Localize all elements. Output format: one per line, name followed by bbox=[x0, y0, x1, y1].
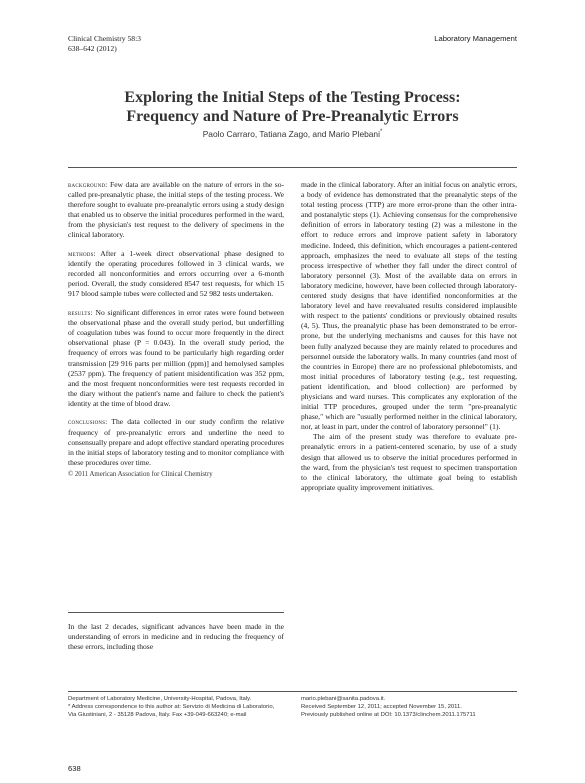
doi-line: Previously published online at DOI: 10.1373/clinchem.2011.175711 bbox=[301, 712, 476, 719]
footnote-right bbox=[301, 695, 517, 720]
abstract-background bbox=[68, 180, 284, 241]
author-mark: * bbox=[379, 129, 383, 136]
abstract-results bbox=[68, 308, 284, 409]
abstract bbox=[68, 180, 284, 480]
methods-text: After a 1-week direct observational phase designed to identify the operating procedures followed in 3 clinical wards, we recorded all nonconformities and errors occurring over a 6-month period. Overall, the study considered 8547 test requests, for which 15 917 blood sample tubes were collected and 52 982 tests undertaken. bbox=[68, 249, 284, 299]
authors: Paolo Carraro, Tatiana Zago, and Mario Plebani bbox=[202, 129, 380, 139]
email: mario.plebani@sanita.padova.it. bbox=[301, 696, 386, 702]
results-label: results: bbox=[68, 309, 93, 318]
article-title bbox=[68, 88, 517, 126]
intro-left bbox=[68, 622, 284, 661]
author-list bbox=[68, 129, 517, 139]
title-rule bbox=[68, 167, 517, 168]
background-label: background: bbox=[68, 181, 108, 189]
methods-label: methods: bbox=[68, 250, 96, 259]
conclusions-text: The data collected in our study confirm the relative frequency of pre-preanalytic errors and underline the need to consensually prepare and adopt effective standard operating procedures in the initial steps of laboratory testing and to monitor compliance with these procedures over time. bbox=[68, 417, 284, 467]
page-number: 638 bbox=[68, 764, 81, 773]
conclusions-label: conclusions: bbox=[68, 418, 108, 427]
intro-left-text: In the last 2 decades, significant advances have been made in the understanding of errors in medicine and in reducing the frequency of these errors, including those bbox=[68, 622, 284, 652]
title-line-1: Exploring the Initial Steps of the Testing Process: bbox=[124, 89, 461, 106]
copyright: © 2011 American Association for Clinical Chemistry bbox=[68, 470, 213, 478]
results-text: No significant differences in error rates were found between the observational phase and the overall study period, but underfilling of coagulation tubes was found to occur more frequently in the direct observational phase (P = 0.043). In the overall study period, the frequency of errors was found to be particularly high regarding order transmission [29 916 parts per million (ppm)] and hemolysed samples (2537 ppm). The frequency of patient misidentification was 352 ppm, and the most frequent nonconformities were test requests recorded in the diary without the patient's name and failure to check the patient's identity at the time of blood draw. bbox=[68, 308, 284, 408]
section-label: Laboratory Management bbox=[434, 34, 517, 43]
received-date: Received September 12, 2011; accepted November 15, 2011. bbox=[301, 704, 462, 711]
body-paragraph-1: made in the clinical laboratory. After an initial focus on analytic errors, a body of evidence has demonstrated that the preanalytic steps of the total testing process (TTP) are more error-prone than the other intra- and postanalytic steps (1). Achieving consensus for the comprehensive definition of errors in laboratory testing (2) was a milestone in the effort to reduce errors and improve patient safety in laboratory medicine. Indeed, this definition, which encourages a patient-centered approach, emphasizes the need to evaluate all steps of the testing process irrespective of whether they fall under the direct control of laboratory personnel (3). Most of the available data on errors in laboratory medicine, however, have been collected through laboratory-centered study designs that have identified nonconformities at the laboratory level and have reevaluated results considered implausible with respect to the patients' conditions or previously obtained results (4, 5). Thus, the preanalytic phase has been demonstrated to be error-prone, but the underlying mechanisms and causes for this have not been fully analyzed because they are mainly related to procedures and personnel outside the laboratory walls. In many countries (and most of the countries in Europe) there are no professional phlebotomists, and most initial procedures of laboratory testing (e.g., test requesting, patient identification, and blood collection) are performed by physicians and ward nurses. This complicates any exploration of the initial TTP procedures, grouped under the term "pre-preanalytic phase," which are "usually performed neither in the clinical laboratory, nor, at least in part, under the control of laboratory personnel" (1). bbox=[301, 180, 517, 432]
footnote-left bbox=[68, 695, 284, 720]
footnote-rule bbox=[68, 691, 517, 692]
body-paragraph-2: The aim of the present study was therefore to evaluate pre-preanalytic errors in a patient-centered scenario, by use of a study design that allowed us to observe the initial procedures performed in the ward, from the physician's test request to specimen transportation to the clinical laboratory, the ultimate goal being to establish appropriate quality improvement initiatives. bbox=[301, 432, 517, 492]
affiliation: Department of Laboratory Medicine, University-Hospital, Padova, Italy. bbox=[68, 696, 252, 702]
abstract-rule bbox=[68, 612, 284, 613]
journal-citation bbox=[68, 34, 141, 53]
journal-name: Clinical Chemistry 58:3 bbox=[68, 34, 141, 43]
background-text: Few data are available on the nature of errors in the so-called pre-preanalytic phase, the initial steps of the testing process. We therefore sought to evaluate pre-preanalytic errors using a study design that enabled us to observe the initial procedures performed in the ward, from the physician's test request to the delivery of specimens in the clinical laboratory. bbox=[68, 180, 284, 240]
abstract-conclusions bbox=[68, 417, 284, 467]
correspondence: * Address correspondence to this author at: Servizio di Medicina di Laboratorio, Via Giustiniani, 2 - 35128 Padova, Italy. Fax +39-049-663240; e-mail bbox=[68, 704, 275, 719]
body-right bbox=[301, 180, 517, 501]
abstract-methods bbox=[68, 249, 284, 299]
title-line-2: Frequency and Nature of Pre-Preanalytic Errors bbox=[126, 108, 459, 125]
journal-pages: 638–642 (2012) bbox=[68, 43, 117, 53]
